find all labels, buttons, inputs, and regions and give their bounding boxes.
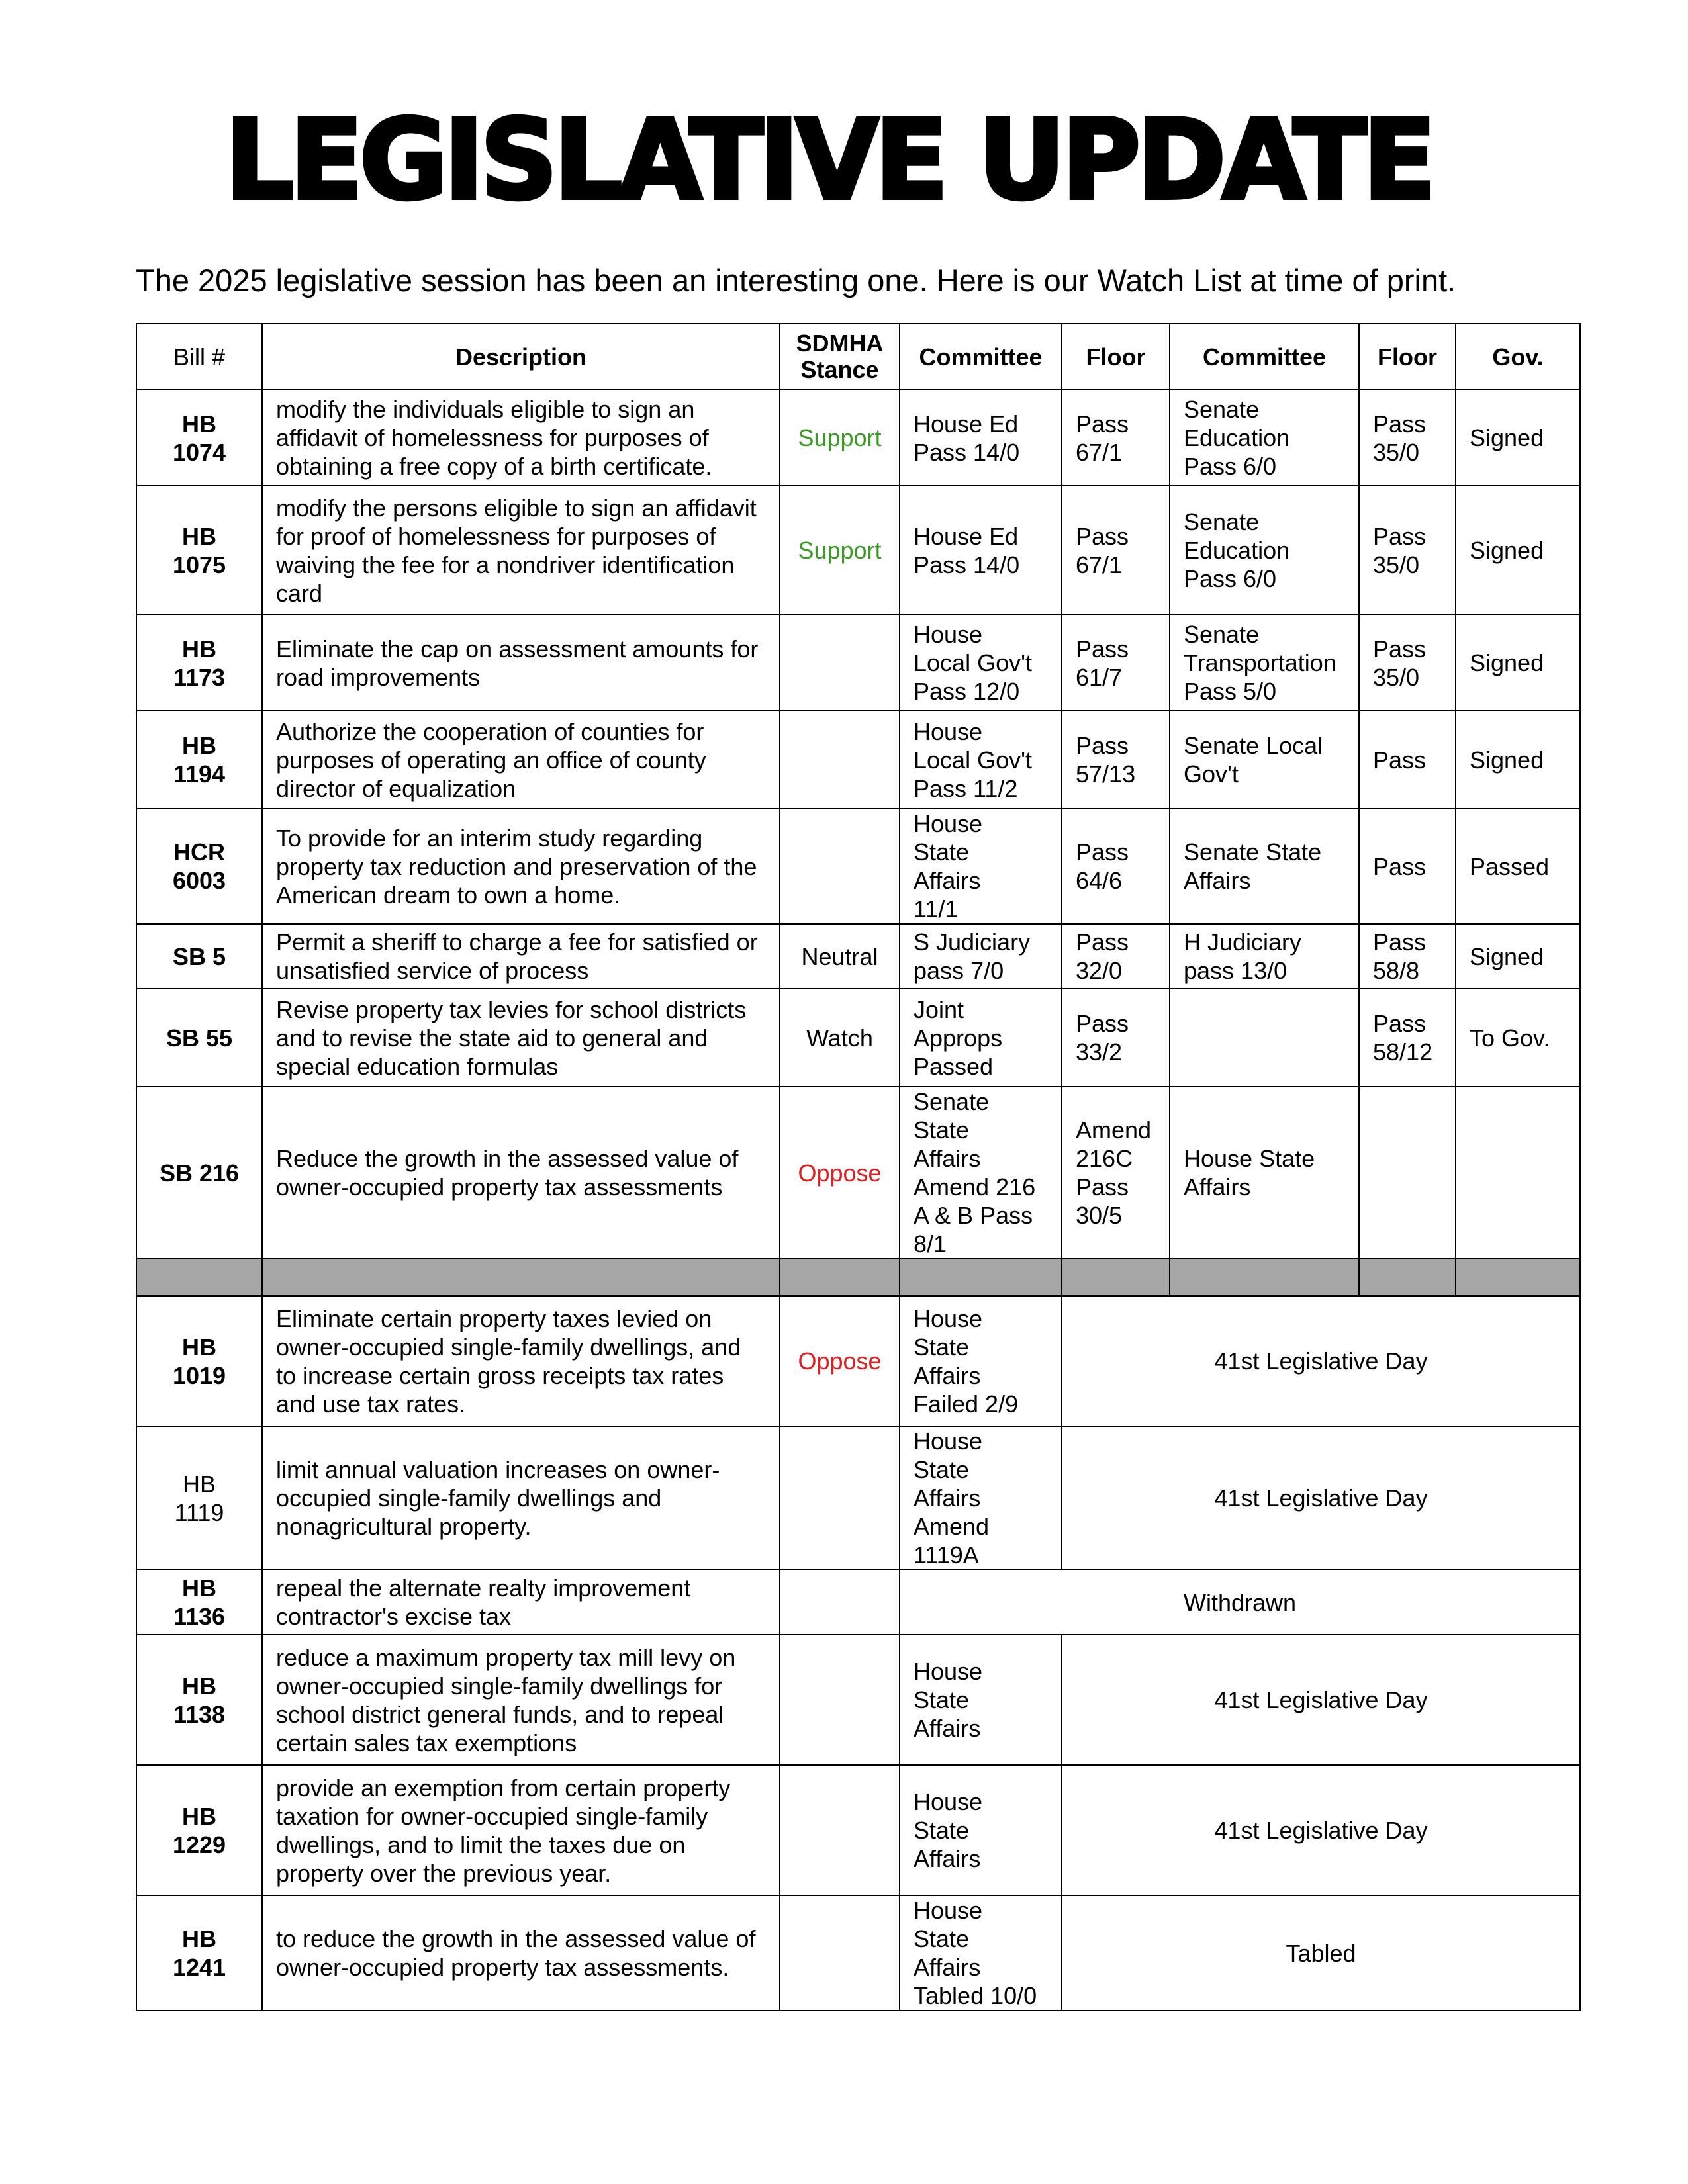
first-floor-cell: Pass 57/13 (1062, 711, 1170, 809)
bill-type: HB (182, 410, 216, 437)
status-cell: Withdrawn (900, 1570, 1580, 1635)
bill-number (136, 1426, 262, 1570)
second-committee-cell: House State Affairs (1170, 1087, 1359, 1259)
bill-type: HB (182, 1574, 216, 1602)
bill-id: 1136 (173, 1603, 226, 1630)
house-committee-cell: House State Affairs Tabled 10/0 (900, 1895, 1062, 2011)
separator-cell (780, 1259, 900, 1296)
col-header-stance (780, 324, 900, 390)
bill-type: HB (182, 1925, 216, 1952)
second-committee-cell: Senate Local Gov't (1170, 711, 1359, 809)
bill-description: Eliminate the cap on assessment amounts for road improvements (262, 615, 780, 711)
house-committee-cell: Senate State Affairs Amend 216 A & B Pass 8/1 (900, 1087, 1062, 1259)
col-header-committee-2: Committee (1170, 324, 1359, 390)
table-row (136, 1895, 1580, 2011)
bill-id: 1119 (174, 1498, 224, 1526)
stance-cell (780, 1570, 900, 1635)
table-row (136, 1087, 1580, 1259)
bill-type: SB 5 (172, 942, 226, 970)
second-floor-cell: Pass 58/12 (1359, 989, 1456, 1087)
bill-description: reduce a maximum property tax mill levy on owner-occupied single-family dwellings for school district general funds, and to repeal certain sales tax exemptions (262, 1635, 780, 1765)
stance-cell (780, 711, 900, 809)
bill-description: Permit a sheriff to charge a fee for satisfied or unsatisfied service of process (262, 924, 780, 989)
stance-cell: Oppose (780, 1087, 900, 1259)
status-cell: 41st Legislative Day (1062, 1765, 1580, 1895)
second-committee-cell: Senate Education Pass 6/0 (1170, 486, 1359, 615)
col-header-bill: Bill # (136, 324, 262, 390)
governor-cell: Signed (1456, 390, 1580, 486)
bill-type: HB (182, 635, 216, 662)
bill-number (136, 1765, 262, 1895)
bill-description: to reduce the growth in the assessed value of owner-occupied property tax assessments. (262, 1895, 780, 2011)
bill-number (136, 1087, 262, 1259)
section-separator-row (136, 1259, 1580, 1296)
house-committee-cell: House State Affairs Failed 2/9 (900, 1296, 1062, 1426)
separator-cell (1359, 1259, 1456, 1296)
first-floor-cell: Pass 33/2 (1062, 989, 1170, 1087)
first-floor-cell: Pass 61/7 (1062, 615, 1170, 711)
stance-cell (780, 1635, 900, 1765)
bill-id: 1074 (172, 438, 226, 466)
second-floor-cell: Pass (1359, 809, 1456, 924)
col-header-committee-1: Committee (900, 324, 1062, 390)
table-row (136, 989, 1580, 1087)
stance-cell (780, 809, 900, 924)
bill-description: Revise property tax levies for school districts and to revise the state aid to general and special education formulas (262, 989, 780, 1087)
stance-cell (780, 1765, 900, 1895)
stance-header-line2: Stance (800, 356, 879, 383)
bill-number (136, 1570, 262, 1635)
table-row (136, 809, 1580, 924)
house-committee-cell: S Judiciary pass 7/0 (900, 924, 1062, 989)
bill-description: modify the individuals eligible to sign an affidavit of homelessness for purposes of obtaining a free copy of a birth certificate. (262, 390, 780, 486)
separator-cell (1456, 1259, 1580, 1296)
bill-number (136, 486, 262, 615)
bill-number (136, 1296, 262, 1426)
bill-number (136, 1635, 262, 1765)
bill-id: 1173 (173, 663, 226, 691)
bill-type: HCR (173, 839, 225, 866)
status-cell: Tabled (1062, 1895, 1580, 2011)
second-floor-cell (1359, 1087, 1456, 1259)
table-row (136, 486, 1580, 615)
stance-cell (780, 1426, 900, 1570)
table-row (136, 615, 1580, 711)
second-committee-cell: H Judiciary pass 13/0 (1170, 924, 1359, 989)
bill-id: 6003 (172, 867, 226, 894)
col-header-gov: Gov. (1456, 324, 1580, 390)
governor-cell: Signed (1456, 486, 1580, 615)
bill-type: SB 55 (165, 1024, 233, 1052)
table-row (136, 1635, 1580, 1765)
bill-number (136, 1895, 262, 2011)
col-header-floor-2: Floor (1359, 324, 1456, 390)
bill-number (136, 924, 262, 989)
table-row (136, 390, 1580, 486)
second-floor-cell: Pass 58/8 (1359, 924, 1456, 989)
bill-type: HB (182, 1333, 216, 1361)
second-committee-cell (1170, 989, 1359, 1087)
bill-id: 1194 (173, 760, 226, 788)
house-committee-cell: House State Affairs 11/1 (900, 809, 1062, 924)
page-title: LEGISLATIVE UPDATE (225, 97, 1433, 224)
bill-number (136, 989, 262, 1087)
separator-cell (136, 1259, 262, 1296)
status-cell: 41st Legislative Day (1062, 1635, 1580, 1765)
bill-description: provide an exemption from certain property taxation for owner-occupied single-family dwellings, and to limit the taxes due on property over the previous year. (262, 1765, 780, 1895)
second-floor-cell: Pass 35/0 (1359, 486, 1456, 615)
bill-type: HB (182, 1802, 216, 1830)
bill-description: Authorize the cooperation of counties for purposes of operating an office of county director of equalization (262, 711, 780, 809)
table-row (136, 924, 1580, 989)
stance-cell (780, 615, 900, 711)
table-header-row (136, 324, 1580, 390)
bill-description: repeal the alternate realty improvement contractor's excise tax (262, 1570, 780, 1635)
governor-cell: Signed (1456, 924, 1580, 989)
stance-cell: Watch (780, 989, 900, 1087)
bill-type: SB 216 (159, 1159, 240, 1187)
first-floor-cell: Amend 216C Pass 30/5 (1062, 1087, 1170, 1259)
bill-type: HB (182, 522, 216, 550)
bill-description: Reduce the growth in the assessed value of owner-occupied property tax assessments (262, 1087, 780, 1259)
table-row (136, 711, 1580, 809)
separator-cell (262, 1259, 780, 1296)
bill-id: 1241 (172, 1954, 226, 1981)
bill-number (136, 615, 262, 711)
second-committee-cell: Senate Transportation Pass 5/0 (1170, 615, 1359, 711)
house-committee-cell: Joint Approps Passed (900, 989, 1062, 1087)
house-committee-cell: House Local Gov't Pass 11/2 (900, 711, 1062, 809)
bill-description: limit annual valuation increases on owner-occupied single-family dwellings and nonagricultural property. (262, 1426, 780, 1570)
second-committee-cell: Senate State Affairs (1170, 809, 1359, 924)
stance-header-line1: SDMHA (796, 330, 884, 357)
table-row (136, 1296, 1580, 1426)
bill-number (136, 711, 262, 809)
stance-cell: Support (780, 390, 900, 486)
first-floor-cell: Pass 64/6 (1062, 809, 1170, 924)
bill-number (136, 390, 262, 486)
separator-cell (1062, 1259, 1170, 1296)
house-committee-cell: House Ed Pass 14/0 (900, 390, 1062, 486)
house-committee-cell: House Local Gov't Pass 12/0 (900, 615, 1062, 711)
house-committee-cell: House Ed Pass 14/0 (900, 486, 1062, 615)
first-floor-cell: Pass 67/1 (1062, 390, 1170, 486)
second-floor-cell: Pass 35/0 (1359, 390, 1456, 486)
first-floor-cell: Pass 32/0 (1062, 924, 1170, 989)
second-floor-cell: Pass 35/0 (1359, 615, 1456, 711)
governor-cell: Signed (1456, 615, 1580, 711)
stance-cell (780, 1895, 900, 2011)
second-floor-cell: Pass (1359, 711, 1456, 809)
bill-description: Eliminate certain property taxes levied on owner-occupied single-family dwellings, and to increase certain gross receipts tax rates and use tax rates. (262, 1296, 780, 1426)
intro-text: The 2025 legislative session has been an interesting one. Here is our Watch List at time of print. (136, 263, 1456, 298)
house-committee-cell: House State Affairs (900, 1635, 1062, 1765)
status-cell: 41st Legislative Day (1062, 1426, 1580, 1570)
house-committee-cell: House State Affairs (900, 1765, 1062, 1895)
bill-id: 1229 (172, 1831, 226, 1858)
separator-cell (1170, 1259, 1359, 1296)
governor-cell: To Gov. (1456, 989, 1580, 1087)
table-row (136, 1570, 1580, 1635)
governor-cell (1456, 1087, 1580, 1259)
bill-description: modify the persons eligible to sign an affidavit for proof of homelessness for purposes of waiving the fee for a nondriver identification card (262, 486, 780, 615)
bill-id: 1138 (173, 1700, 226, 1728)
first-floor-cell: Pass 67/1 (1062, 486, 1170, 615)
bill-type: HB (182, 1672, 216, 1700)
table-row (136, 1765, 1580, 1895)
governor-cell: Passed (1456, 809, 1580, 924)
bill-description: To provide for an interim study regarding property tax reduction and preservation of the American dream to own a home. (262, 809, 780, 924)
second-committee-cell: Senate Education Pass 6/0 (1170, 390, 1359, 486)
watch-list-table (136, 323, 1581, 2011)
table-row (136, 1426, 1580, 1570)
status-cell: 41st Legislative Day (1062, 1296, 1580, 1426)
bill-number (136, 809, 262, 924)
bill-id: 1019 (172, 1361, 226, 1389)
bill-type: HB (182, 732, 216, 759)
stance-cell: Oppose (780, 1296, 900, 1426)
house-committee-cell: House State Affairs Amend 1119A (900, 1426, 1062, 1570)
col-header-description: Description (262, 324, 780, 390)
bill-id: 1075 (172, 551, 226, 578)
governor-cell: Signed (1456, 711, 1580, 809)
stance-cell: Support (780, 486, 900, 615)
bill-type: HB (182, 1470, 216, 1498)
separator-cell (900, 1259, 1062, 1296)
stance-cell: Neutral (780, 924, 900, 989)
col-header-floor-1: Floor (1062, 324, 1170, 390)
